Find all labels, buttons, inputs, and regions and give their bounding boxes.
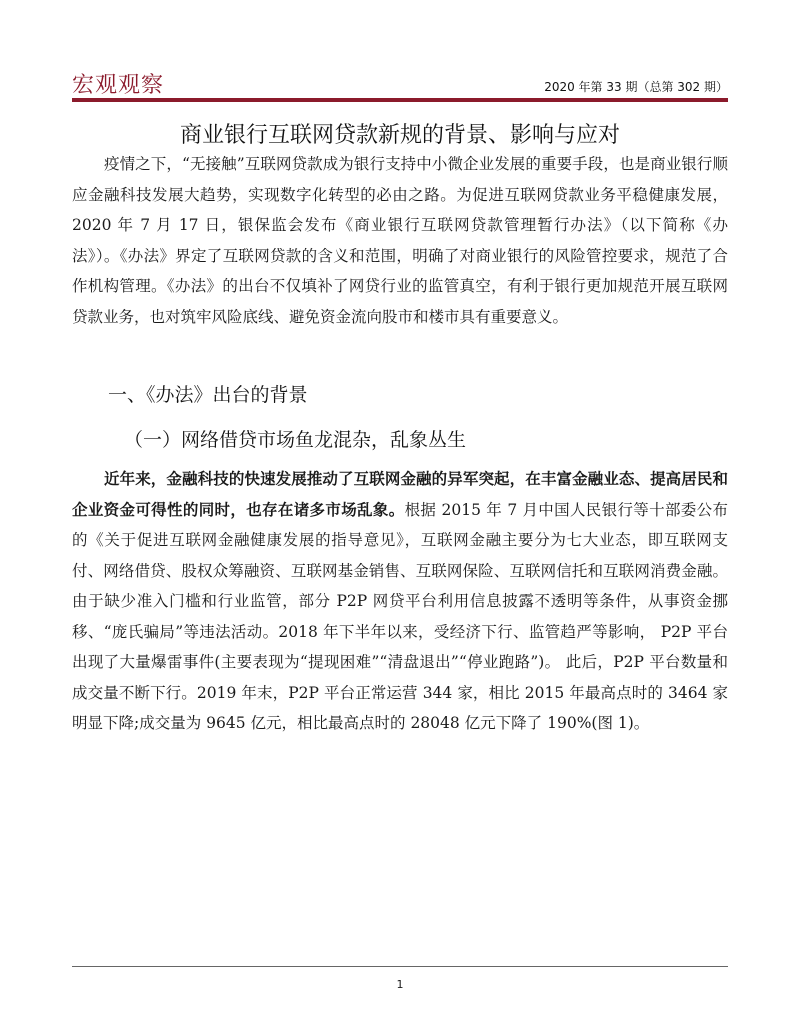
article-title: 商业银行互联网贷款新规的背景、影响与应对 [179,123,620,148]
body-text: 根据 2015 年 7 月中国人民银行等十部委公布的《关于促进互联网金融健康发展的指导意见》，互联网金融主要分为七大业态，即互联网支付、网络借贷、股权众筹融资、互联网基金销售、互联网保险、互联网信托和互联网消费金融。由于缺少准入门槛和行业监管，部分 P2P 网贷平台利用信息披露不透明等条件，从事资金挪移、“庞氏骗局”等违法活动。2018 年下半年以来，受经济下行、监管趋严等影响， P2P 平台出现了大量爆雷事件(主要表现为“提现困难”“清盘退出”“停业跑路”)。 此后，P2P 平台数量和成交量不断下行。2019 年末，P2P 平台正常运营 344 家，相比 2015 年最高点时的 3464 家明显下降;成交量为 9645 亿元，相比最高点时的 28048 亿元下降了 190%(图 1)。 [72,500,728,732]
publication-name: 宏观观察 [72,73,165,98]
subsection-heading: （一）网络借贷市场鱼龙混杂，乱象丛生 [124,429,467,451]
body-paragraph [72,464,728,739]
issue-number: 2020 年第 33 期（总第 302 期） [544,80,728,94]
lead-sentence: 近年来，金融科技的快速发展推动了互联网金融的异军突起，在丰富金融业态、提高居民和企业资金可得性的同时，也存在诸多市场乱象。 [72,470,728,519]
header-divider [72,98,728,102]
intro-paragraph: 疫情之下，“无接触”互联网贷款成为银行支持中小微企业发展的重要手段，也是商业银行顺应金融科技发展大趋势，实现数字化转型的必由之路。为促进互联网贷款业务平稳健康发展，2020 年 7 月 17 日，银保监会发布《商业银行互联网贷款管理暂行办法》（以下简称《办法》）。《办法》界定了互联网贷款的含义和范围，明确了对商业银行的风险管控要求，规范了合作机构管理。《办法》的出台不仅填补了网贷行业的监管真空，有利于银行更加规范开展互联网贷款业务，也对筑牢风险底线、避免资金流向股市和楼市具有重要意义。 [72,155,728,326]
section-heading: 一、《办法》出台的背景 [108,384,308,406]
footer-divider [72,966,728,967]
page-number: 1 [396,978,404,991]
